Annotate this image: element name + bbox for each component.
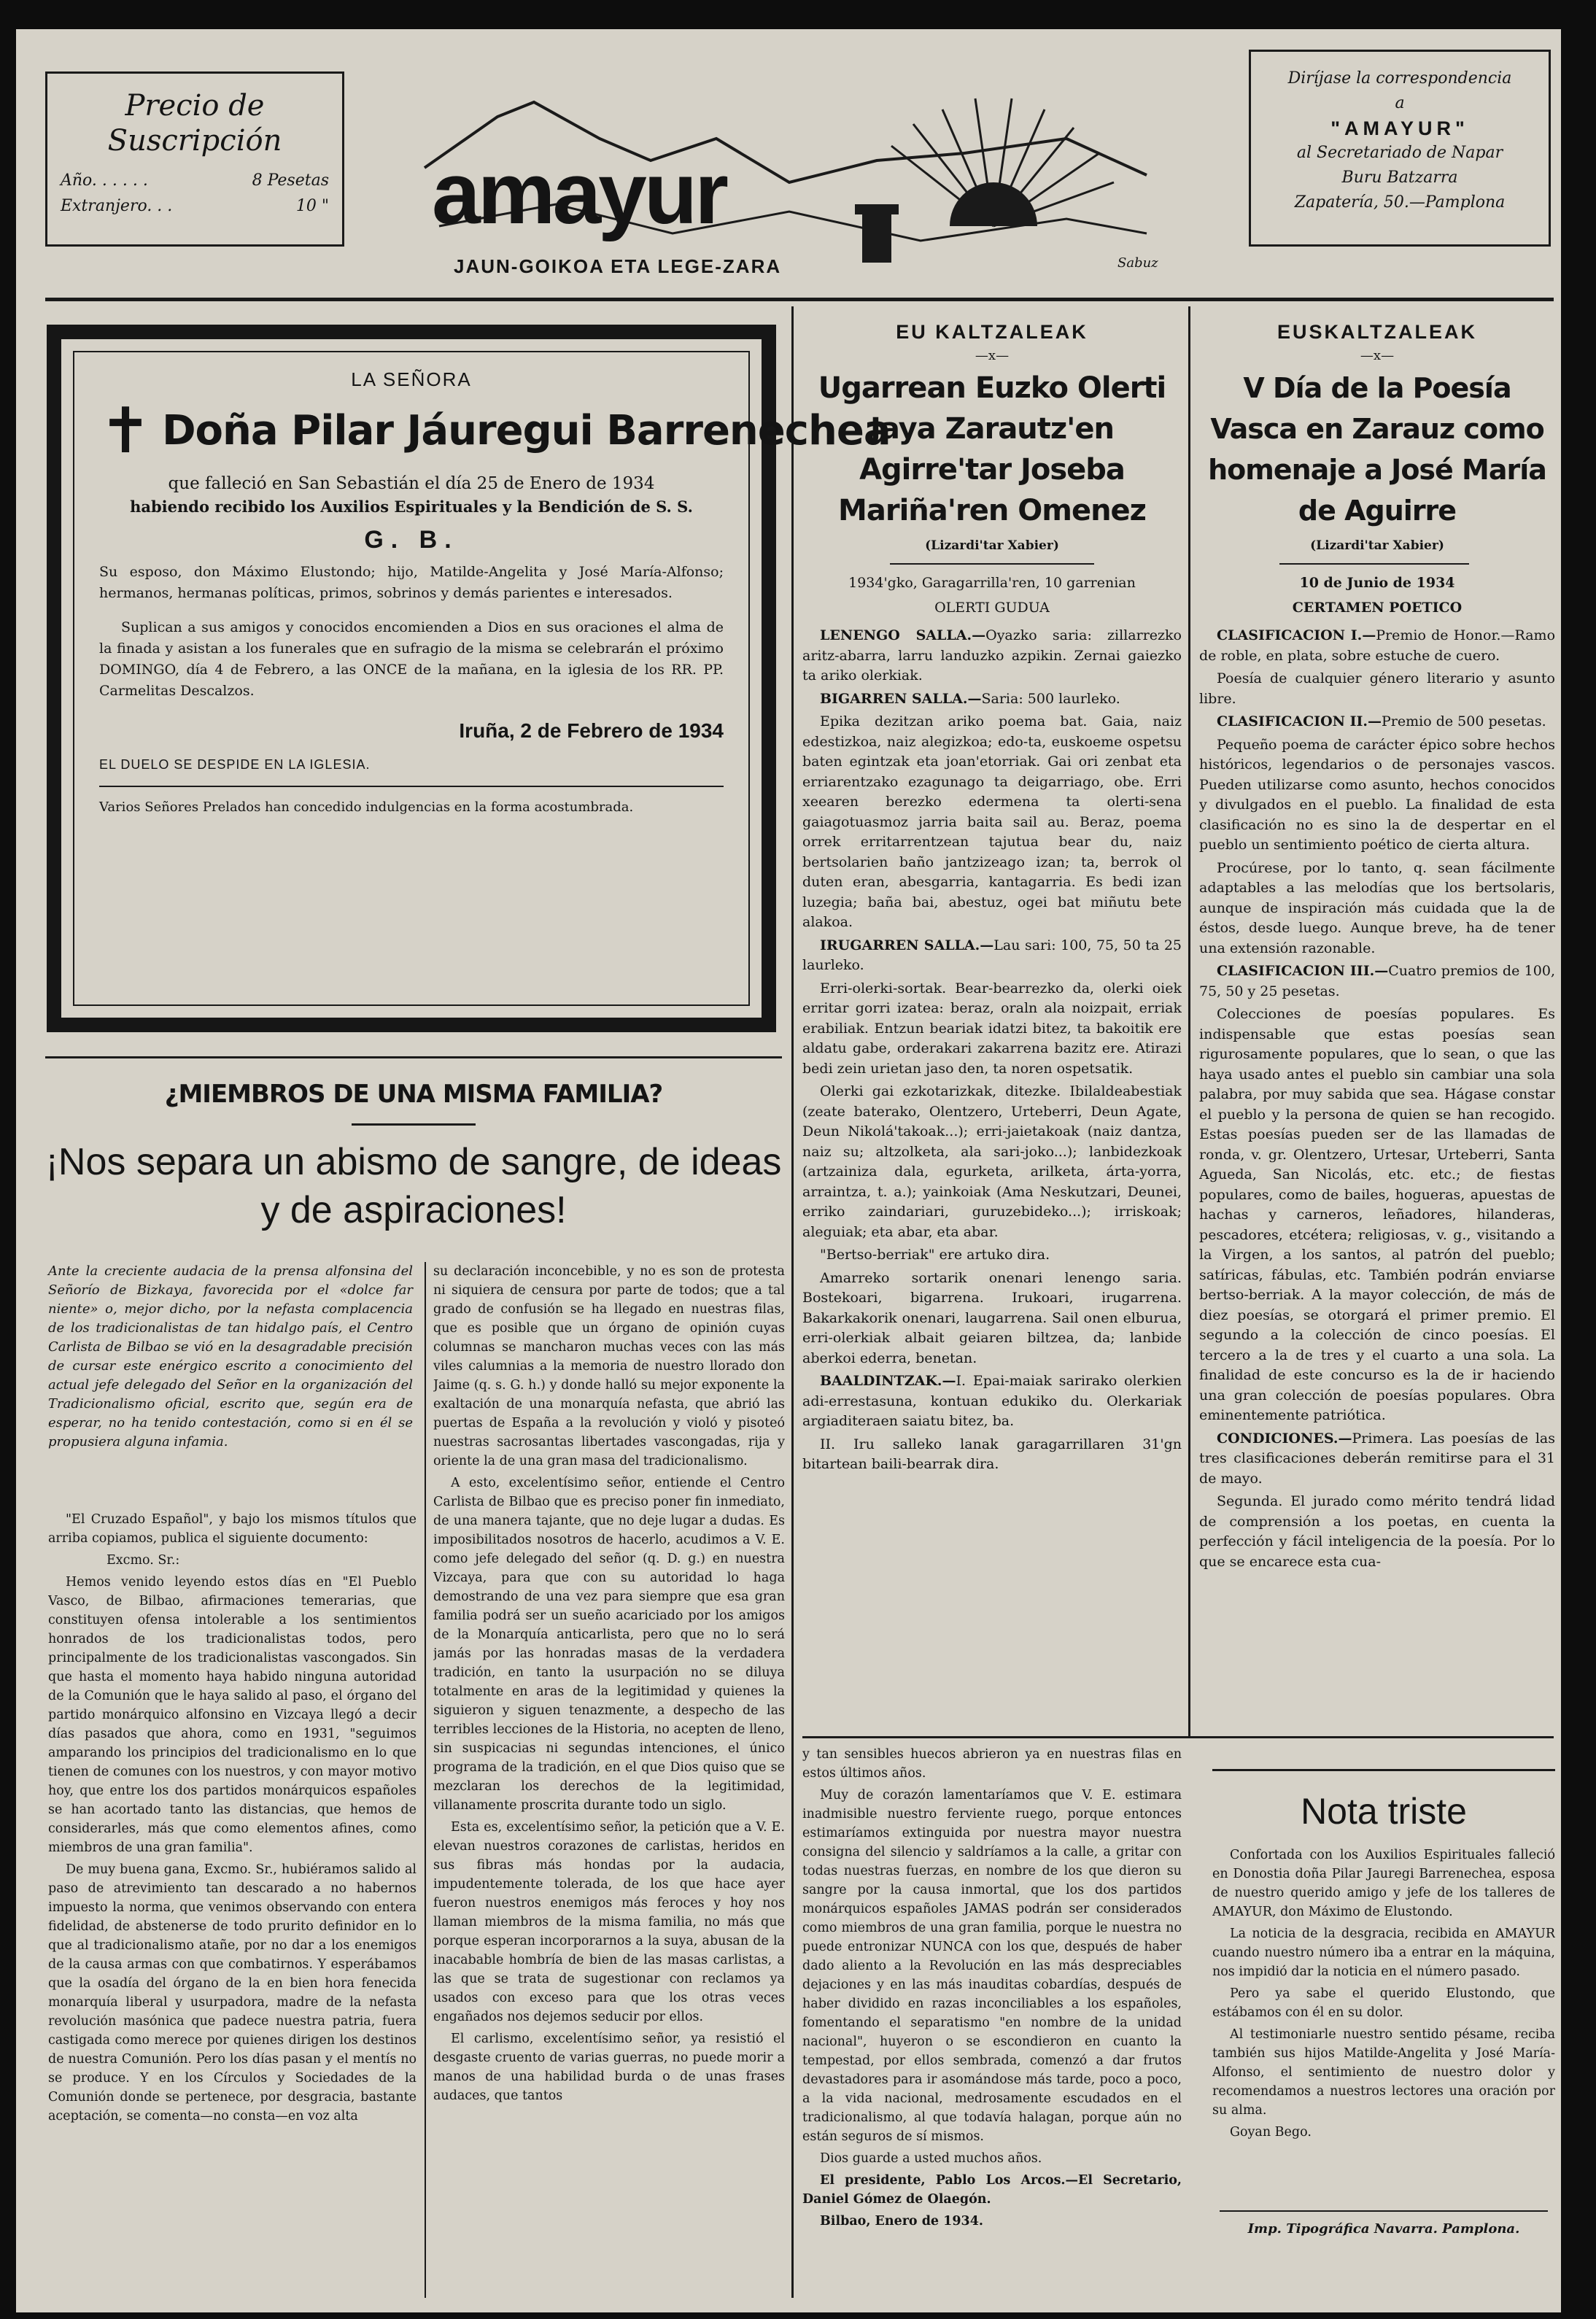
masthead-logo [410, 58, 1169, 292]
obituary-duelo: EL DUELO SE DESPIDE EN LA IGLESIA. [99, 757, 371, 772]
logo-text: amayur [432, 144, 726, 242]
article-column-1 [48, 1510, 417, 2305]
paragraph-text: Erri-olerki-sortak. Bear-bearrezko da, olerki oiek erritar gorri izatea: beraz, oraln ala noizpait, erriak erabiliak. Entzun beariak idatzi bitez, ta bakoitik ere aldatu gabe, orderakari zakarrena bazitz ere. Atirazi bedi zein urietan jaso den, ta noren ospetsatik. [802, 980, 1182, 1077]
article-paragraph: El presidente, Pablo Los Arcos.—El Secretario, Daniel Gómez de Olaegón. [802, 2173, 1182, 2207]
obituary-gb: G. B. [364, 526, 459, 554]
paragraph-text: I. Epai-maiak sarirako olerkien adi-errestasuna, kontuan edukiko du. Olerkariak argiaditeraen saiatu bitez, ba. [802, 1373, 1182, 1429]
subscription-price-box [45, 71, 344, 247]
article-paragraph: Excmo. Sr.: [106, 1553, 180, 1568]
obituary-notice [47, 325, 891, 1032]
paragraph-lead: BIGARREN SALLA.— [820, 690, 982, 707]
obituary-line1: que falleció en San Sebastián el día 25 de Enero de 1934 [168, 474, 655, 493]
article-paragraph [1199, 961, 1555, 1002]
article-paragraph: Hemos venido leyendo estos días en "El Pueblo Vasco, de Bilbao, afirmaciones temerarias, que constituyen ofensa intolerable a los sentimientos honrados de los tradicionalistas todos, pero principalmente de los tradicionalistas vascongados. Sin que hasta el momento haya habido ninguna autoridad de la Comunión que le haya salido al paso, el órgano del partido monárquico alfonsino en Vizcaya llegó a decir días pasados que ahora, como en 1931, "seguimos amparando los principios del tradicionalismo en lo que tienen de comunes con los nuestros, y con mayor motivo hoy, que entre los dos partidos monárquicos españoles se han acortado tanto las distancias, que hemos de considerarles, más que como elementos afines, como miembros de una gran familia". [48, 1575, 417, 1855]
article-paragraph [1199, 1429, 1555, 1490]
kicker-rule [352, 1123, 476, 1126]
article-paragraph [802, 979, 1182, 1080]
paragraph-text: Cuatro premios de 100, 75, 50 y 25 pesetas. [1199, 963, 1555, 999]
section-rule [45, 1056, 782, 1058]
obituary-la-senora: LA SEÑORA [351, 368, 472, 390]
correspondence-line: al Secretariado de Napar [1296, 144, 1503, 162]
section-separator: —x— [975, 348, 1010, 363]
article-paragraph: A esto, excelentísimo señor, entiende el Centro Carlista de Bilbao que es preciso poner fin inmediato, de una manera tajante, que no deje lugar a dudas. Es imposibilitados nosotros de hacerlo, acudimos a V. E. como jefe delegado del señor (q. D. g.) en nuestra Vizcaya, para que con su autoridad lo haga demostrando de una vez para siempre que esa gran familia podrá ser un sueño acariciado por los amigos de la Monarquía anticarlista, pero que no lo será jamás por las honradas masas de la verdadera tradición, en tanto la usurpación no se diluya totalmente en aras de la legitimidad y quienes la siguieron y siguen tenazmente, a despecho de las terribles lecciones de la Historia, no acepten de lleno, sin suspicacias ni segundas intenciones, el único programa de la tradición, en el que Dios quiso que se mezclaran los derechos de la legitimidad, villanamente proscrita durante todo un siglo. [433, 1476, 785, 1813]
paragraph-text: Colecciones de poesías populares. Es indispensable que estas poesías sean rigurosamente populares, que lo sean, o que las haya usado antes el pueblo sin cambiar una sola palabra, por muy sabida que sea. Hágase constar el pueblo y la persona de quien se han recogido. Estas poesías pueden ser de las llamadas de ronda, v. gr. Olentzero, Urtesar, Urteberri, Santa Agueda, San Nicolás, etc. etc.; de fiestas populares, como de bailes, hogueras, apuestas de hachas y carneros, leñadores, hilanderas, pescadores, etcétera; religiosas, v. g., visitando a la Virgen, a los santos, al patrón del pueblo; satíricas, fábulas, etc. También podrán enviarse bertso-berriak. A la mayor colección, de más de diez poesías, se otorgará el primer premio. El segundo a la colección de cinco poesías. El tercero a la de tres y el cuarto a una sola. La finalidad de este concurso es la de ir haciendo una gran colección de poesías populares. Obra eminentemente patriótica. [1199, 1006, 1555, 1423]
article-paragraph [802, 1269, 1182, 1369]
motto: JAUN-GOIKOA ETA LEGE-ZARA [454, 255, 782, 277]
article-column-2 [433, 1262, 785, 2305]
section-rule [802, 1736, 1554, 1738]
basque-article [802, 321, 1182, 1722]
nota-triste-title: Nota triste [1301, 1791, 1467, 1832]
cross-icon: ✝ [99, 395, 152, 468]
article-intro: Ante la creciente audacia de la prensa alfonsina del Señorío de Bizkaya, favorecida por el «dolce far niente» o, mejor dicho, por la nefasta complacencia de los tradicionalistas de tan hidalgo país, el Centro Carlista de Bilbao se vió en la desagradable precisión de cursar este enérgico escrito a conocimiento del actual jefe delegado del Señor en la organización del Tradicionalismo oficial, escrito que, según era de esperar, no ha tenido contestación, como si en él se propusiera alguna infamia. [48, 1263, 413, 1449]
correspondence-line: Buru Batzarra [1341, 169, 1458, 187]
price-value: 10 " [295, 197, 329, 215]
paragraph-lead: BAALDINTZAK.— [820, 1373, 956, 1389]
article-paragraph: y tan sensibles huecos abrieron ya en nuestras filas en estos últimos años. [802, 1747, 1182, 1781]
article-byline: (Lizardi'tar Xabier) [1310, 538, 1444, 553]
obituary-inner [73, 351, 891, 1006]
byline-rule [1279, 563, 1469, 565]
article-paragraph: De muy buena gana, Excmo. Sr., hubiéramos salido al paso de atrevimiento tan descarado a no habernos impuesto la norma, que venimos observando con entera fidelidad, de abstenerse de todo prurito definidor en lo que al tradicionalismo atañe, por no dar a los enemigos de la causa armas con que combatirnos. Y esperábamos que la osadía del órgano de la en bien hora fenecida monarquía liberal y usurpadora, madre de la nefasta revolución masónica que padece nuestra patria, fuera castigada como merece por quienes dirigen los destinos de nuestra Comunión. Pero los días pasan y el mentís no se produce. Y en los Círculos y Sociedades de la Comunión donde se pertenece, por desgracia, bastante aceptación, se comenta—no consta—en voz alta [48, 1862, 417, 2124]
price-value: 8 Pesetas [252, 171, 329, 190]
paragraph-lead: CLASIFICACION I.— [1217, 627, 1376, 643]
article-paragraph: Bilbao, Enero de 1934. [820, 2214, 983, 2229]
paragraph-text: Oyazko saria: zillarrezko aritz-abarra, larru landuzko azpikin. Zernai gaiezko ta ariko olerkiak. [802, 627, 1182, 684]
paragraph-lead: CLASIFICACION III.— [1217, 963, 1389, 979]
paragraph-text: Olerki gai ezkotarizkak, ditezke. Ibilaldeabestiak (zeate baterako, Olentzero, Urteberri, Deun Agate, Deun Nikolá'takoak...); erri-jaietakoak (naiz dantza, naiz su; altzolketa, ala sari-joko...); lanbidezkoak (artzainiza dala, egurketa, arilketa, árta-yorra, arraintza, t. a.); yainkoiak (Ama Neskutzari, Deunei, erriko zaindariari, guruzebideko...); irriskoak; aleguiak; eta abar, eta abar. [802, 1083, 1182, 1240]
price-label: Extranjero. . . [61, 197, 173, 215]
spanish-article [1199, 321, 1555, 1729]
article-byline: (Lizardi'tar Xabier) [925, 538, 1059, 553]
column-rule [425, 1262, 426, 2298]
paragraph-text: II. Iru salleko lanak garagarrillaren 31'gn bitartean baili-bearrak dira. [802, 1436, 1182, 1472]
paragraph-text: Premio de 500 pesetas. [1382, 713, 1546, 729]
section-title: EUSKALTZALEAK [1277, 321, 1477, 343]
article-body [1199, 626, 1555, 1572]
article-paragraph: su declaración inconcebible, y no es son de protesta ni siquiera de censura por parte de todos; que a tal grado de confusión se ha llegado en nuestras filas, que es posible que un órgano de opinión cuyas columnas se mancharon muchas veces con las más viles calumnias a la memoria de nuestro llorado don Jaime (q. s. G. h.) y donde halló su mejor exponente la exaltación de una monarquía nefasta, que abrió las puertas de España a la revolución y violó y pisoteó nuestras sacrosantas libertades vascongadas, rija y oriente la de una gran masa del tradicionalismo. [433, 1264, 785, 1468]
obituary-indulgences: Varios Señores Prelados han concedido indulgencias en la forma acostumbrada. [99, 786, 724, 817]
article-kicker: ¿MIEMBROS DE UNA MISMA FAMILIA? [164, 1080, 663, 1109]
obituary-family: Su esposo, don Máximo Elustondo; hijo, Matilde-Angelita y José María-Alfonso; hermanos, hermanas políticas, primos, sobrinos y demás parientes e interesados. [99, 564, 724, 601]
article-date: 10 de Junio de 1934 [1299, 575, 1455, 591]
imprint-rule [1220, 2210, 1548, 2212]
article-title: V Día de la Poesía Vasca en Zarauz como homenaje a José María de Aguirre [1208, 372, 1546, 527]
paragraph-text: Epika dezitzan ariko poema bat. Gaia, naiz edestizkoa, naiz alegizkoa; edo-ta, euskoeme ospetsu baten egintzak eta joan'etorriak. Gai ori zenbat eta erriarentzako ezagunago ta deigarriago, obe. Erri xeearen berezko edermena ta olerti-sena gaiagotuasmoz jarria baita sail au. Beraz, poema orrek erritarrentzean tajutua bear du, naiz bertsolarien baño jantzizeago izan; ta, berrok ol duten eran, abesgarria, kantagarria. Es bedi izan luzegia; baña bai, abestuz, ogei bat miñutu bete alakoa. [802, 713, 1182, 930]
article-date: 1934'gko, Garagarrilla'ren, 10 garrenian [848, 575, 1136, 591]
article-paragraph [1199, 735, 1555, 856]
article-paragraph [802, 1371, 1182, 1432]
paragraph-lead: IRUGARREN SALLA.— [820, 937, 994, 953]
article-headline: ¡Nos separa un abismo de sangre, de ideas y de aspiraciones! [45, 1141, 782, 1231]
correspondence-line: a [1395, 94, 1405, 112]
paragraph-text: Poesía de cualquier género literario y asunto libre. [1199, 670, 1555, 707]
nota-paragraph: Goyan Bego. [1230, 2125, 1312, 2140]
article-paragraph [1199, 1004, 1555, 1426]
price-title: Precio de Suscripción [107, 89, 282, 158]
column-rule [1188, 306, 1190, 1736]
paragraph-text: Primera. Las poesías de las tres clasificaciones deberán remitirse para el 31 de mayo. [1199, 1430, 1555, 1487]
paragraph-text: Premio de Honor.—Ramo de roble, en plata, sobre estuche de cuero. [1199, 627, 1555, 664]
price-row-foreign [61, 197, 329, 215]
nota-paragraph: Pero ya sabe el querido Elustondo, que estábamos con él en su dolor. [1212, 1986, 1555, 2020]
article-paragraph: "El Cruzado Español", y bajo los mismos títulos que arriba copiamos, publica el siguiente documento: [48, 1512, 417, 1546]
article-continuation [802, 1745, 1182, 2299]
artist-signature: Sabuz [1117, 255, 1158, 271]
newspaper-page [16, 29, 1561, 2312]
paragraph-lead: CLASIFICACION II.— [1217, 713, 1382, 729]
correspondence-line: "AMAYUR" [1330, 117, 1469, 139]
price-label: Año. . . . . . [61, 171, 148, 190]
column-rule [791, 306, 794, 2298]
article-paragraph [802, 712, 1182, 933]
nota-paragraph: Confortada con los Auxilios Espirituales falleció en Donostia doña Pilar Jauregi Barrenechea, esposa de nuestro querido amigo y jefe de los talleres de AMAYUR, don Máximo de Elustondo. [1212, 1848, 1555, 1919]
paragraph-text: Saria: 500 laurleko. [981, 690, 1120, 707]
section-separator: —x— [1360, 348, 1395, 363]
nota-paragraph: La noticia de la desgracia, recibida en AMAYUR cuando nuestro número iba a entrar en la máquina, nos impidió dar la noticia en el número pasado. [1212, 1927, 1555, 1979]
article-paragraph: El carlismo, excelentísimo señor, ya resistió el desgaste cruento de varias guerras, no puede morir a manos de una habilidad burda o de unas frases audaces, que tantos [433, 2032, 785, 2103]
obituary-name-row [99, 395, 891, 468]
article-title: Ugarrean Euzko Olerti Jaya Zarautz'en Agirre'tar Joseba Mariña'ren Omenez [818, 371, 1166, 527]
paragraph-text: Lau sari: 100, 75, 50 ta 25 laurleko. [802, 937, 1182, 973]
article-paragraph [802, 1435, 1182, 1475]
article-subtitle: OLERTI GUDUA [934, 600, 1050, 616]
nota-triste-box [1212, 1769, 1555, 2199]
nota-triste-body [1212, 1846, 1555, 2142]
paragraph-text: Procúrese, por lo tanto, q. sean fácilmente adaptables a las melodías que los bertsolaris, aunque de inspiración más cuidada que la de éstos, desde luego. Aunque breve, ha de tener una extensión razonable. [1199, 859, 1555, 956]
byline-rule [890, 563, 1094, 565]
correspondence-line: Zapatería, 50.—Pamplona [1294, 193, 1506, 212]
article-paragraph: Esta es, excelentísimo señor, la petición que a V. E. elevan nuestros corazones de carlistas, heridos en sus fibras más hondas por la audacia, impudentemente tolerada, de los que hace ayer fueron nuestros enemigos más feroces y hoy nos llaman miembros de la misma familia, no más que porque esperan incorporarnos a la suya, abusan de la inacabable hombría de bien de las masas carlistas, a las que se trata de sugestionar con reclamos ya usados con exceso para que los otras veces engañados nos dejemos seducir por ellos. [433, 1820, 785, 2024]
paragraph-text: Segunda. El jurado como mérito tendrá lidad de comprensión a los poetas, en cuenta la perfección y fácil inteligencia de la poesía. Por lo que se encarece esta cua- [1199, 1493, 1555, 1570]
article-paragraph [1199, 626, 1555, 666]
article-paragraph [802, 689, 1182, 710]
price-row-year [61, 171, 329, 190]
article-subtitle: CERTAMEN POETICO [1292, 600, 1463, 616]
masthead-rule [45, 298, 1554, 301]
paragraph-text: "Bertso-berriak" ere artuko dira. [820, 1247, 1050, 1263]
paragraph-text: Pequeño poema de carácter épico sobre hechos históricos, legendarios o de personajes vascos. Pueden utilizarse como asunto, hechos conocidos y divulgados en el pueblo. La finalidad de esta clasificación no es sino la de despertar en el pueblo un sentimiento poético de cierta altura. [1199, 736, 1555, 853]
nota-paragraph: Al testimoniarle nuestro sentido pésame, reciba también sus hijos Matilde-Angelita y José María-Alfonso, el sentimiento de nuestro dolor y recomendamos a nuestros lectores una oración por su alma. [1212, 2027, 1555, 2118]
section-title: EU KALTZALEAK [896, 321, 1088, 343]
article-paragraph [802, 1245, 1182, 1266]
article-paragraph [802, 626, 1182, 686]
article-paragraph [1199, 669, 1555, 709]
article-body [802, 626, 1182, 1475]
paragraph-text: Amarreko sortarik onenari lenengo saria. Bostekoari, bigarrena. Irukoari, irugarrena. Bakarkakorik onenari, laugarrena. Sail onen elburua, erri-olerkiak albait geiaren biltzea, da; lanbide aberkoi ederra, benetan. [802, 1269, 1182, 1366]
article-paragraph: Dios guarde a usted muchos años. [820, 2151, 1042, 2166]
obituary-request: Suplican a sus amigos y conocidos encomienden a Dios en sus oraciones el alma de la finada y asistan a los funerales que en sufragio de la misma se celebrarán el próximo DOMINGO, día 4 de Febrero, a las ONCE de la mañana, en la iglesia de los RR. PP. Carmelitas Descalzos. [99, 619, 724, 699]
article-paragraph [1199, 859, 1555, 959]
article-paragraph [1199, 1492, 1555, 1572]
article-paragraph: Muy de corazón lamentaríamos que V. E. estimara inadmisible nuestro ferviente ruego, porque entonces estimaríamos extinguida por nuestra mayor nuestra consigna del silencio y saldríamos a la calle, a gritar con todas nuestras fuerzas, en nombre de los que dieron su sangre por la causa inmortal, que los dos partidos monárquicos españoles JAMAS podrán ser considerados como miembros de una gran familia, porque le nuestra no puede entronizar NUNCA con los que, después de haber dado aliento a la Revolución en las más despreciables dejaciones y en las más inauditas cobardías, después de haber dividido en razas inconciliables a los españoles, fomentando el separatismo "en nombre de la unidad nacional", huyeron o se escondieron en cuanto la tempestad, por ellos sembrada, comenzó a dar frutos devastadores para ir asomándose más tarde, poco a poco, a la vida nacional, medrosamente escudados en el tradicionalismo, al que todavía halagan, porque aún no están seguros de sí mismos. [802, 1788, 1182, 2144]
imprint: Imp. Tipográfica Navarra. Pamplona. [1247, 2221, 1520, 2237]
article-paragraph [802, 1082, 1182, 1242]
obituary-place-date: Iruña, 2 de Febrero de 1934 [459, 719, 724, 742]
article-paragraph [1199, 712, 1555, 732]
article-paragraph [802, 936, 1182, 976]
paragraph-lead: LENENGO SALLA.— [820, 627, 986, 643]
obituary-line2: habiendo recibido los Auxilios Espirituales y la Bendición de S. S. [130, 498, 693, 516]
paragraph-lead: CONDICIONES.— [1217, 1430, 1352, 1447]
obituary-name: Doña Pilar Jáuregui Barrenechea [162, 407, 891, 454]
correspondence-box [1249, 50, 1551, 247]
correspondence-line: Diríjase la correspondencia [1287, 69, 1512, 88]
